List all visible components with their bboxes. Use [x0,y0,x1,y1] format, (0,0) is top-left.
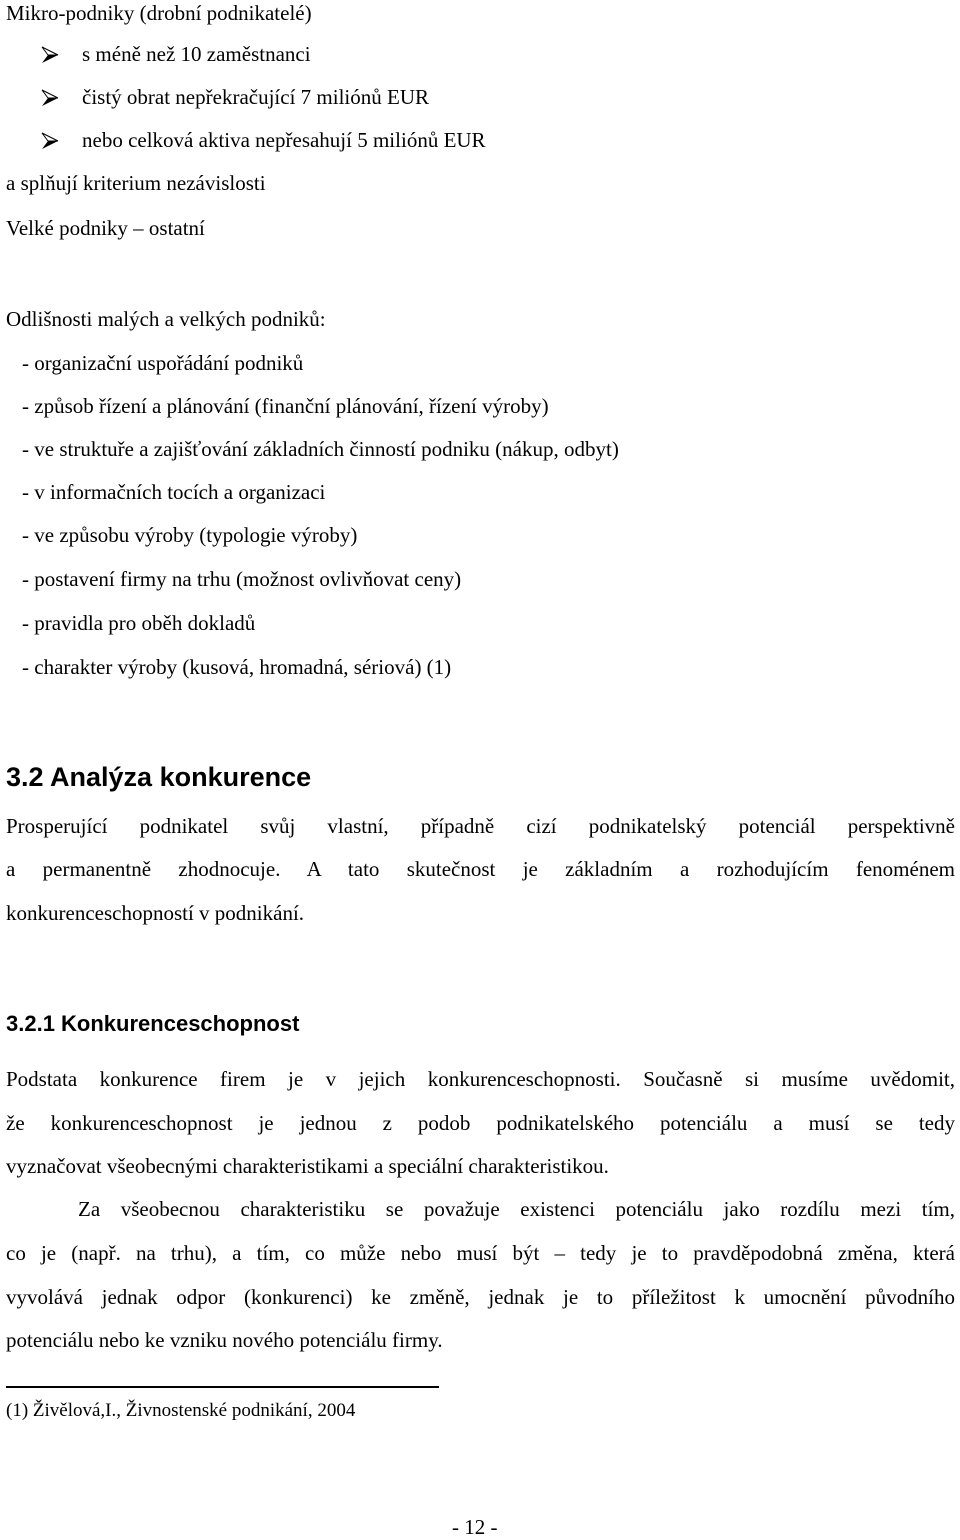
paragraph-line: a permanentně zhodnocuje. A tato skutečnost je základním a rozhodujícím fenoménem [6,857,955,881]
footnote-rule [6,1386,439,1388]
independence-criterion: a splňují kriterium nezávislosti [6,171,266,195]
paragraph-line: potenciálu nebo ke vzniku nového potenciálu firmy. [6,1328,443,1352]
paragraph-line: Za všeobecnou charakteristiku se považuje existenci potenciálu jako rozdílu mezi tím, [78,1197,955,1221]
paragraph-line: Prosperující podnikatel svůj vlastní, případně cizí podnikatelský potenciál perspektivně [6,814,955,838]
differences-heading: Odlišnosti malých a velkých podniků: [6,307,326,331]
micro-heading: Mikro-podniky (drobní podnikatelé) [6,1,312,25]
paragraph-line: že konkurenceschopnost je jednou z podob podnikatelského potenciálu a musí se tedy [6,1111,955,1135]
footnote: (1) Živělová,I., Živnostenské podnikání, 2004 [6,1400,356,1421]
difference-item: - ve struktuře a zajišťování základních činností podniku (nákup, odbyt) [22,437,619,461]
difference-item: - postavení firmy na trhu (možnost ovlivňovat ceny) [22,567,462,591]
paragraph-line: vyznačovat všeobecnými charakteristikami a speciální charakteristikou. [6,1154,609,1178]
paragraph-line: konkurenceschopností v podnikání. [6,901,305,925]
difference-item: - v informačních tocích a organizaci [22,480,326,504]
difference-item: - organizační uspořádání podniků [22,351,304,375]
difference-item: - pravidla pro oběh dokladů [22,611,256,635]
arrow-bullet-icon [40,131,60,151]
micro-bullet: s méně než 10 zaměstnanci [82,42,311,66]
micro-bullet: nebo celková aktiva nepřesahují 5 miliónů EUR [82,128,486,152]
paragraph-line: Podstata konkurence firem je v jejich konkurenceschopnosti. Současně si musíme uvědomit, [6,1067,955,1091]
section-heading: 3.2 Analýza konkurence [6,762,312,792]
difference-item: - ve způsobu výroby (typologie výroby) [22,523,358,547]
difference-item: - způsob řízení a plánování (finanční plánování, řízení výroby) [22,394,549,418]
paragraph-line: vyvolává jednak odpor (konkurenci) ke změně, jednak je to příležitost k umocnění původního [6,1285,955,1309]
subsection-heading: 3.2.1 Konkurenceschopnost [6,1011,300,1036]
large-enterprises: Velké podniky – ostatní [6,216,205,240]
page-number: - 12 - [452,1515,498,1539]
arrow-bullet-icon [40,45,60,65]
micro-bullet: čistý obrat nepřekračující 7 miliónů EUR [82,85,429,109]
arrow-bullet-icon [40,88,60,108]
paragraph-line: co je (např. na trhu), a tím, co může nebo musí být – tedy je to pravděpodobná změna, která [6,1241,955,1265]
difference-item: - charakter výroby (kusová, hromadná, sériová) (1) [22,655,452,679]
